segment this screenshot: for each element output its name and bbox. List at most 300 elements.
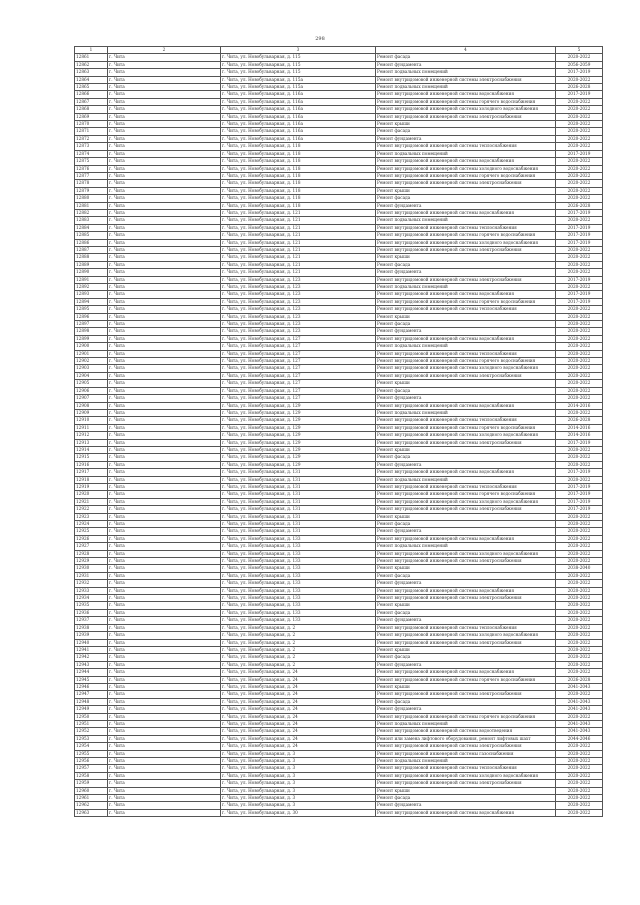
settlement-cell: г. Чита bbox=[108, 180, 221, 187]
address-cell: г. Чита, ул. Новобульварная, д. 129 bbox=[221, 432, 376, 439]
work-type-cell: Ремонт внутридомовой инженерной системы водоснабжения bbox=[376, 91, 556, 98]
work-type-cell: Ремонт внутридомовой инженерной системы водоснабжения bbox=[376, 587, 556, 594]
address-cell: г. Чита, ул. Новобульварная, д. 30 bbox=[221, 809, 376, 816]
settlement-cell: г. Чита bbox=[108, 787, 221, 794]
work-type-cell: Ремонт внутридомовой инженерной системы водоснабжения bbox=[376, 291, 556, 298]
header-cell: 4 bbox=[376, 47, 556, 54]
row-number-cell: 12942 bbox=[75, 654, 108, 661]
work-type-cell: Ремонт крыши bbox=[376, 513, 556, 520]
settlement-cell: г. Чита bbox=[108, 439, 221, 446]
settlement-cell: г. Чита bbox=[108, 809, 221, 816]
address-cell: г. Чита, ул. Новобульварная, д. 127 bbox=[221, 358, 376, 365]
row-number-cell: 12866 bbox=[75, 91, 108, 98]
work-type-cell: Ремонт внутридомовой инженерной системы электроснабжения bbox=[376, 506, 556, 513]
table-row bbox=[75, 765, 603, 772]
period-cell: 2026-2028 bbox=[556, 84, 603, 91]
row-number-cell: 12881 bbox=[75, 202, 108, 209]
address-cell: г. Чита, ул. Новобульварная, д. 2 bbox=[221, 624, 376, 631]
work-type-cell: Ремонт фасада bbox=[376, 261, 556, 268]
table-row bbox=[75, 735, 603, 742]
period-cell: 2020-2022 bbox=[556, 646, 603, 653]
work-type-cell: Ремонт внутридомовой инженерной системы водоотведения bbox=[376, 728, 556, 735]
table-row bbox=[75, 780, 603, 787]
period-cell: 2020-2022 bbox=[556, 328, 603, 335]
settlement-cell: г. Чита bbox=[108, 698, 221, 705]
settlement-cell: г. Чита bbox=[108, 165, 221, 172]
period-cell: 2020-2022 bbox=[556, 513, 603, 520]
work-type-cell: Ремонт подвальных помещений bbox=[376, 84, 556, 91]
settlement-cell: г. Чита bbox=[108, 298, 221, 305]
settlement-cell: г. Чита bbox=[108, 358, 221, 365]
row-number-cell: 12895 bbox=[75, 306, 108, 313]
table-row bbox=[75, 143, 603, 150]
work-type-cell: Ремонт внутридомовой инженерной системы теплоснабжения bbox=[376, 350, 556, 357]
period-cell: 2020-2022 bbox=[556, 306, 603, 313]
row-number-cell: 12912 bbox=[75, 432, 108, 439]
table-row bbox=[75, 720, 603, 727]
row-number-cell: 12885 bbox=[75, 232, 108, 239]
table-row bbox=[75, 587, 603, 594]
work-type-cell: Ремонт внутридомовой инженерной системы теплоснабжения bbox=[376, 143, 556, 150]
settlement-cell: г. Чита bbox=[108, 461, 221, 468]
address-cell: г. Чита, ул. Новобульварная, д. 129 bbox=[221, 409, 376, 416]
period-cell: 2020-2022 bbox=[556, 269, 603, 276]
settlement-cell: г. Чита bbox=[108, 558, 221, 565]
work-type-cell: Ремонт внутридомовой инженерной системы холодного водоснабжения bbox=[376, 632, 556, 639]
period-cell: 2020-2022 bbox=[556, 195, 603, 202]
header-cell: 2 bbox=[108, 47, 221, 54]
work-type-cell: Ремонт подвальных помещений bbox=[376, 150, 556, 157]
table-row bbox=[75, 165, 603, 172]
settlement-cell: г. Чита bbox=[108, 158, 221, 165]
period-cell: 2020-2022 bbox=[556, 54, 603, 61]
period-cell: 2020-2022 bbox=[556, 691, 603, 698]
address-cell: г. Чита, ул. Новобульварная, д. 2 bbox=[221, 632, 376, 639]
settlement-cell: г. Чита bbox=[108, 750, 221, 757]
row-number-cell: 12924 bbox=[75, 521, 108, 528]
settlement-cell: г. Чита bbox=[108, 343, 221, 350]
period-cell: 2020-2022 bbox=[556, 158, 603, 165]
work-type-cell: Ремонт фундамента bbox=[376, 617, 556, 624]
row-number-cell: 12922 bbox=[75, 506, 108, 513]
table-row bbox=[75, 246, 603, 253]
table-row bbox=[75, 476, 603, 483]
period-cell: 2020-2022 bbox=[556, 558, 603, 565]
row-number-cell: 12887 bbox=[75, 246, 108, 253]
address-cell: г. Чита, ул. Новобульварная, д. 115 bbox=[221, 69, 376, 76]
settlement-cell: г. Чита bbox=[108, 491, 221, 498]
work-type-cell: Ремонт фундамента bbox=[376, 461, 556, 468]
period-cell: 2020-2022 bbox=[556, 765, 603, 772]
work-type-cell: Ремонт подвальных помещений bbox=[376, 284, 556, 291]
settlement-cell: г. Чита bbox=[108, 513, 221, 520]
period-cell: 2020-2022 bbox=[556, 180, 603, 187]
header-cell: 1 bbox=[75, 47, 108, 54]
address-cell: г. Чита, ул. Новобульварная, д. 121 bbox=[221, 261, 376, 268]
row-number-cell: 12870 bbox=[75, 121, 108, 128]
address-cell: г. Чита, ул. Новобульварная, д. 127 bbox=[221, 365, 376, 372]
period-cell: 2020-2022 bbox=[556, 128, 603, 135]
work-type-cell: Ремонт внутридомовой инженерной системы теплоснабжения bbox=[376, 765, 556, 772]
address-cell: г. Чита, ул. Новобульварная, д. 127 bbox=[221, 387, 376, 394]
settlement-cell: г. Чита bbox=[108, 254, 221, 261]
row-number-cell: 12863 bbox=[75, 69, 108, 76]
address-cell: г. Чита, ул. Новобульварная, д. 131 bbox=[221, 521, 376, 528]
table-row bbox=[75, 395, 603, 402]
period-cell: 2020-2022 bbox=[556, 217, 603, 224]
table-row bbox=[75, 298, 603, 305]
address-cell: г. Чита, ул. Новобульварная, д. 118 bbox=[221, 187, 376, 194]
table-row bbox=[75, 713, 603, 720]
work-type-cell: Ремонт фундамента bbox=[376, 580, 556, 587]
table-row bbox=[75, 543, 603, 550]
address-cell: г. Чита, ул. Новобульварная, д. 129 bbox=[221, 402, 376, 409]
settlement-cell: г. Чита bbox=[108, 624, 221, 631]
period-cell: 2020-2022 bbox=[556, 535, 603, 542]
table-row bbox=[75, 683, 603, 690]
work-type-cell: Ремонт внутридомовой инженерной системы электроснабжения bbox=[376, 439, 556, 446]
period-cell: 2017-2019 bbox=[556, 239, 603, 246]
address-cell: г. Чита, ул. Новобульварная, д. 133 bbox=[221, 535, 376, 542]
settlement-cell: г. Чита bbox=[108, 350, 221, 357]
address-cell: г. Чита, ул. Новобульварная, д. 123 bbox=[221, 321, 376, 328]
table-row bbox=[75, 91, 603, 98]
row-number-cell: 12946 bbox=[75, 683, 108, 690]
table-row bbox=[75, 217, 603, 224]
table-row bbox=[75, 639, 603, 646]
work-type-cell: Ремонт внутридомовой инженерной системы теплоснабжения bbox=[376, 483, 556, 490]
table-row bbox=[75, 772, 603, 779]
row-number-cell: 12928 bbox=[75, 550, 108, 557]
settlement-cell: г. Чита bbox=[108, 521, 221, 528]
row-number-cell: 12936 bbox=[75, 609, 108, 616]
address-cell: г. Чита, ул. Новобульварная, д. 118 bbox=[221, 172, 376, 179]
row-number-cell: 12963 bbox=[75, 809, 108, 816]
period-cell: 2017-2019 bbox=[556, 209, 603, 216]
work-type-cell: Ремонт внутридомовой инженерной системы электроснабжения bbox=[376, 180, 556, 187]
table-row bbox=[75, 372, 603, 379]
address-cell: г. Чита, ул. Новобульварная, д. 133 bbox=[221, 587, 376, 594]
work-type-cell: Ремонт фасада bbox=[376, 195, 556, 202]
period-cell: 2020-2022 bbox=[556, 313, 603, 320]
work-type-cell: Ремонт подвальных помещений bbox=[376, 476, 556, 483]
address-cell: г. Чита, ул. Новобульварная, д. 127 bbox=[221, 380, 376, 387]
row-number-cell: 12950 bbox=[75, 713, 108, 720]
settlement-cell: г. Чита bbox=[108, 632, 221, 639]
period-cell: 2020-2022 bbox=[556, 284, 603, 291]
row-number-cell: 12898 bbox=[75, 328, 108, 335]
table-row bbox=[75, 128, 603, 135]
table-row bbox=[75, 387, 603, 394]
row-number-cell: 12862 bbox=[75, 61, 108, 68]
work-type-cell: Ремонт подвальных помещений bbox=[376, 69, 556, 76]
table-row bbox=[75, 276, 603, 283]
row-number-cell: 12882 bbox=[75, 209, 108, 216]
period-cell: 2014-2016 bbox=[556, 432, 603, 439]
settlement-cell: г. Чита bbox=[108, 676, 221, 683]
row-number-cell: 12962 bbox=[75, 802, 108, 809]
settlement-cell: г. Чита bbox=[108, 387, 221, 394]
table-row bbox=[75, 358, 603, 365]
row-number-cell: 12886 bbox=[75, 239, 108, 246]
period-cell: 2017-2019 bbox=[556, 498, 603, 505]
settlement-cell: г. Чита bbox=[108, 691, 221, 698]
table-row bbox=[75, 321, 603, 328]
settlement-cell: г. Чита bbox=[108, 683, 221, 690]
page-number: 298 bbox=[315, 36, 325, 42]
table-row bbox=[75, 291, 603, 298]
settlement-cell: г. Чита bbox=[108, 217, 221, 224]
period-cell: 2014-2016 bbox=[556, 402, 603, 409]
work-type-cell: Ремонт фундамента bbox=[376, 395, 556, 402]
period-cell: 2026-2028 bbox=[556, 202, 603, 209]
address-cell: г. Чита, ул. Новобульварная, д. 129 bbox=[221, 417, 376, 424]
work-type-cell: Ремонт подвальных помещений bbox=[376, 217, 556, 224]
address-cell: г. Чита, ул. Новобульварная, д. 3 bbox=[221, 787, 376, 794]
period-cell: 2020-2022 bbox=[556, 395, 603, 402]
table-row bbox=[75, 491, 603, 498]
period-cell: 2020-2022 bbox=[556, 246, 603, 253]
row-number-cell: 12960 bbox=[75, 787, 108, 794]
address-cell: г. Чита, ул. Новобульварная, д. 116а bbox=[221, 135, 376, 142]
work-type-cell: Ремонт внутридомовой инженерной системы теплоснабжения bbox=[376, 224, 556, 231]
period-cell: 2020-2022 bbox=[556, 446, 603, 453]
address-cell: г. Чита, ул. Новобульварная, д. 133 bbox=[221, 617, 376, 624]
period-cell: 2020-2022 bbox=[556, 809, 603, 816]
period-cell: 2020-2022 bbox=[556, 106, 603, 113]
work-type-cell: Ремонт внутридомовой инженерной системы горячего водоснабжения bbox=[376, 424, 556, 431]
settlement-cell: г. Чита bbox=[108, 572, 221, 579]
table-row bbox=[75, 158, 603, 165]
row-number-cell: 12949 bbox=[75, 706, 108, 713]
settlement-cell: г. Чита bbox=[108, 735, 221, 742]
address-cell: г. Чита, ул. Новобульварная, д. 2 bbox=[221, 646, 376, 653]
address-cell: г. Чита, ул. Новобульварная, д. 115 bbox=[221, 61, 376, 68]
period-cell: 2017-2019 bbox=[556, 506, 603, 513]
period-cell: 2020-2022 bbox=[556, 521, 603, 528]
period-cell: 2020-2022 bbox=[556, 713, 603, 720]
settlement-cell: г. Чита bbox=[108, 765, 221, 772]
row-number-cell: 12879 bbox=[75, 187, 108, 194]
row-number-cell: 12867 bbox=[75, 98, 108, 105]
table-row bbox=[75, 187, 603, 194]
address-cell: г. Чита, ул. Новобульварная, д. 127 bbox=[221, 395, 376, 402]
settlement-cell: г. Чита bbox=[108, 372, 221, 379]
address-cell: г. Чита, ул. Новобульварная, д. 123 bbox=[221, 313, 376, 320]
work-type-cell: Ремонт внутридомовой инженерной системы холодного водоснабжения bbox=[376, 498, 556, 505]
address-cell: г. Чита, ул. Новобульварная, д. 133 bbox=[221, 565, 376, 572]
table-row bbox=[75, 209, 603, 216]
table-row bbox=[75, 402, 603, 409]
settlement-cell: г. Чита bbox=[108, 239, 221, 246]
row-number-cell: 12891 bbox=[75, 276, 108, 283]
address-cell: г. Чита, ул. Новобульварная, д. 116а bbox=[221, 121, 376, 128]
work-type-cell: Ремонт крыши bbox=[376, 380, 556, 387]
period-cell: 2017-2019 bbox=[556, 483, 603, 490]
settlement-cell: г. Чита bbox=[108, 535, 221, 542]
work-type-cell: Ремонт внутридомовой инженерной системы электроснабжения bbox=[376, 639, 556, 646]
row-number-cell: 12904 bbox=[75, 372, 108, 379]
table-row bbox=[75, 758, 603, 765]
table-row bbox=[75, 743, 603, 750]
period-cell: 2020-2022 bbox=[556, 602, 603, 609]
table-row bbox=[75, 380, 603, 387]
table-row bbox=[75, 439, 603, 446]
settlement-cell: г. Чита bbox=[108, 758, 221, 765]
work-type-cell: Ремонт внутридомовой инженерной системы электроснабжения bbox=[376, 276, 556, 283]
address-cell: г. Чита, ул. Новобульварная, д. 121 bbox=[221, 217, 376, 224]
table-row bbox=[75, 691, 603, 698]
settlement-cell: г. Чита bbox=[108, 476, 221, 483]
address-cell: г. Чита, ул. Новобульварная, д. 115 bbox=[221, 54, 376, 61]
work-type-cell: Ремонт подвальных помещений bbox=[376, 343, 556, 350]
work-type-cell: Ремонт подвальных помещений bbox=[376, 409, 556, 416]
period-cell: 2020-2022 bbox=[556, 113, 603, 120]
table-row bbox=[75, 180, 603, 187]
row-number-cell: 12921 bbox=[75, 498, 108, 505]
address-cell: г. Чита, ул. Новобульварная, д. 123 bbox=[221, 298, 376, 305]
period-cell: 2056-2059 bbox=[556, 61, 603, 68]
period-cell: 2026-2028 bbox=[556, 417, 603, 424]
period-cell: 2017-2019 bbox=[556, 232, 603, 239]
row-number-cell: 12947 bbox=[75, 691, 108, 698]
work-type-cell: Ремонт крыши bbox=[376, 187, 556, 194]
settlement-cell: г. Чита bbox=[108, 335, 221, 342]
settlement-cell: г. Чита bbox=[108, 743, 221, 750]
work-type-cell: Ремонт внутридомовой инженерной системы теплоснабжения bbox=[376, 306, 556, 313]
period-cell: 2017-2019 bbox=[556, 291, 603, 298]
row-number-cell: 12874 bbox=[75, 150, 108, 157]
table-row bbox=[75, 698, 603, 705]
settlement-cell: г. Чита bbox=[108, 84, 221, 91]
period-cell: 2020-2022 bbox=[556, 143, 603, 150]
address-cell: г. Чита, ул. Новобульварная, д. 131 bbox=[221, 491, 376, 498]
register-table-body bbox=[75, 47, 603, 817]
row-number-cell: 12892 bbox=[75, 284, 108, 291]
row-number-cell: 12937 bbox=[75, 617, 108, 624]
address-cell: г. Чита, ул. Новобульварная, д. 116а bbox=[221, 106, 376, 113]
settlement-cell: г. Чита bbox=[108, 328, 221, 335]
period-cell: 2044-2046 bbox=[556, 735, 603, 742]
address-cell: г. Чита, ул. Новобульварная, д. 131 bbox=[221, 506, 376, 513]
table-row bbox=[75, 624, 603, 631]
address-cell: г. Чита, ул. Новобульварная, д. 2 bbox=[221, 661, 376, 668]
period-cell: 2026-2028 bbox=[556, 676, 603, 683]
row-number-cell: 12888 bbox=[75, 254, 108, 261]
work-type-cell: Ремонт внутридомовой инженерной системы теплоснабжения bbox=[376, 624, 556, 631]
work-type-cell: Ремонт внутридомовой инженерной системы электроснабжения bbox=[376, 743, 556, 750]
row-number-cell: 12954 bbox=[75, 743, 108, 750]
table-row bbox=[75, 239, 603, 246]
period-cell: 2020-2022 bbox=[556, 624, 603, 631]
period-cell: 2020-2022 bbox=[556, 787, 603, 794]
address-cell: г. Чита, ул. Новобульварная, д. 123 bbox=[221, 284, 376, 291]
address-cell: г. Чита, ул. Новобульварная, д. 24 bbox=[221, 676, 376, 683]
row-number-cell: 12925 bbox=[75, 528, 108, 535]
settlement-cell: г. Чита bbox=[108, 728, 221, 735]
address-cell: г. Чита, ул. Новобульварная, д. 121 bbox=[221, 224, 376, 231]
address-cell: г. Чита, ул. Новобульварная, д. 129 bbox=[221, 454, 376, 461]
row-number-cell: 12957 bbox=[75, 765, 108, 772]
settlement-cell: г. Чита bbox=[108, 313, 221, 320]
table-row bbox=[75, 150, 603, 157]
work-type-cell: Ремонт крыши bbox=[376, 646, 556, 653]
row-number-cell: 12961 bbox=[75, 795, 108, 802]
period-cell: 2020-2022 bbox=[556, 76, 603, 83]
row-number-cell: 12900 bbox=[75, 343, 108, 350]
work-type-cell: Ремонт внутридомовой инженерной системы холодного водоснабжения bbox=[376, 432, 556, 439]
work-type-cell: Ремонт фундамента bbox=[376, 706, 556, 713]
work-type-cell: Ремонт внутридомовой инженерной системы холодного водоснабжения bbox=[376, 365, 556, 372]
table-row bbox=[75, 728, 603, 735]
address-cell: г. Чита, ул. Новобульварная, д. 116а bbox=[221, 91, 376, 98]
settlement-cell: г. Чита bbox=[108, 409, 221, 416]
settlement-cell: г. Чита bbox=[108, 609, 221, 616]
row-number-cell: 12864 bbox=[75, 76, 108, 83]
row-number-cell: 12923 bbox=[75, 513, 108, 520]
table-row bbox=[75, 632, 603, 639]
table-row bbox=[75, 572, 603, 579]
row-number-cell: 12918 bbox=[75, 476, 108, 483]
address-cell: г. Чита, ул. Новобульварная, д. 24 bbox=[221, 698, 376, 705]
table-row bbox=[75, 76, 603, 83]
period-cell: 2020-2022 bbox=[556, 365, 603, 372]
settlement-cell: г. Чита bbox=[108, 172, 221, 179]
row-number-cell: 12906 bbox=[75, 387, 108, 394]
settlement-cell: г. Чита bbox=[108, 365, 221, 372]
period-cell: 2017-2019 bbox=[556, 469, 603, 476]
row-number-cell: 12955 bbox=[75, 750, 108, 757]
address-cell: г. Чита, ул. Новобульварная, д. 116а bbox=[221, 113, 376, 120]
settlement-cell: г. Чита bbox=[108, 246, 221, 253]
work-type-cell: Ремонт подвальных помещений bbox=[376, 720, 556, 727]
address-cell: г. Чита, ул. Новобульварная, д. 118 bbox=[221, 202, 376, 209]
address-cell: г. Чита, ул. Новобульварная, д. 116а bbox=[221, 98, 376, 105]
period-cell: 2017-2019 bbox=[556, 276, 603, 283]
address-cell: г. Чита, ул. Новобульварная, д. 127 bbox=[221, 350, 376, 357]
settlement-cell: г. Чита bbox=[108, 802, 221, 809]
address-cell: г. Чита, ул. Новобульварная, д. 121 bbox=[221, 239, 376, 246]
table-row bbox=[75, 113, 603, 120]
address-cell: г. Чита, ул. Новобульварная, д. 3 bbox=[221, 772, 376, 779]
register-table bbox=[74, 46, 603, 817]
work-type-cell: Ремонт внутридомовой инженерной системы водоснабжения bbox=[376, 158, 556, 165]
period-cell: 2020-2022 bbox=[556, 639, 603, 646]
address-cell: г. Чита, ул. Новобульварная, д. 133 bbox=[221, 550, 376, 557]
row-number-cell: 12932 bbox=[75, 580, 108, 587]
period-cell: 2020-2022 bbox=[556, 372, 603, 379]
settlement-cell: г. Чита bbox=[108, 187, 221, 194]
row-number-cell: 12948 bbox=[75, 698, 108, 705]
work-type-cell: Ремонт фундамента bbox=[376, 528, 556, 535]
address-cell: г. Чита, ул. Новобульварная, д. 133 bbox=[221, 595, 376, 602]
table-row bbox=[75, 313, 603, 320]
settlement-cell: г. Чита bbox=[108, 113, 221, 120]
period-cell: 2020-2022 bbox=[556, 654, 603, 661]
work-type-cell: Ремонт внутридомовой инженерной системы водоснабжения bbox=[376, 335, 556, 342]
work-type-cell: Ремонт внутридомовой инженерной системы электроснабжения bbox=[376, 76, 556, 83]
row-number-cell: 12910 bbox=[75, 417, 108, 424]
table-row bbox=[75, 469, 603, 476]
period-cell: 2017-2019 bbox=[556, 91, 603, 98]
period-cell: 2020-2022 bbox=[556, 758, 603, 765]
period-cell: 2020-2022 bbox=[556, 358, 603, 365]
settlement-cell: г. Чита bbox=[108, 380, 221, 387]
row-number-cell: 12913 bbox=[75, 439, 108, 446]
address-cell: г. Чита, ул. Новобульварная, д. 129 bbox=[221, 461, 376, 468]
settlement-cell: г. Чита bbox=[108, 121, 221, 128]
table-row bbox=[75, 172, 603, 179]
